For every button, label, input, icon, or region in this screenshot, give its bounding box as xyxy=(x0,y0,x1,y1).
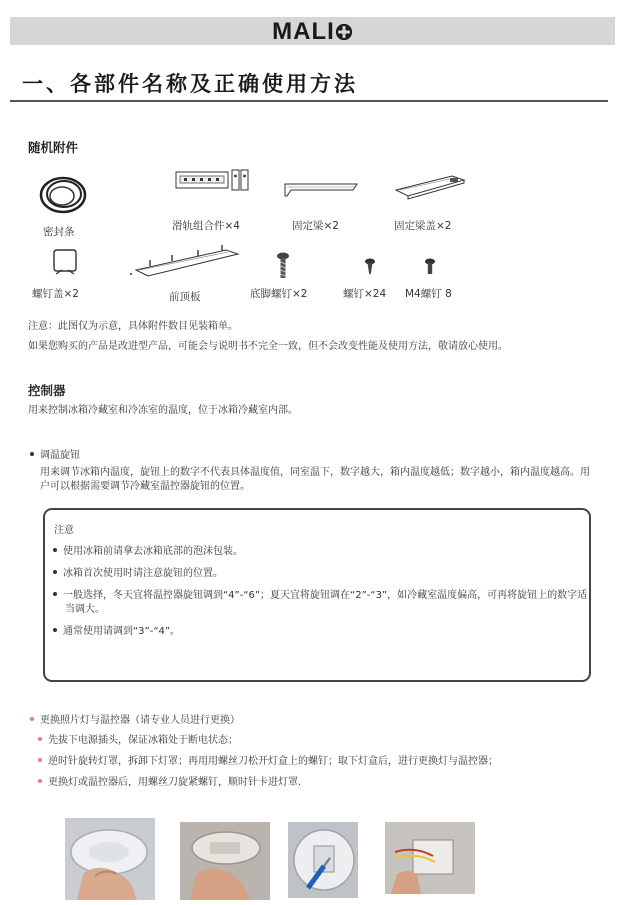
knob-description: 用来调节冰箱内温度，旋钮上的数字不代表具体温度值，同室温下，数字越大，箱内温度越低；数字越小，箱内温度越高。用户可以根据需要调节冷藏室温控器旋钮的位置。 xyxy=(40,467,590,492)
replace-step: 先拔下电源插头，保证冰箱处于断电状态； xyxy=(38,731,238,746)
caption-foot-screw: 底脚螺钉×2 xyxy=(250,288,308,300)
notice-item: 一般选择，冬天宜将温控器旋钮调到“4”-“6”；夏天宜将旋钮调在“2”-“3”，如冷藏室温度偏高，可再将旋钮上的数字适当调大。 xyxy=(53,589,595,617)
wired-lamp-box-photo xyxy=(385,822,475,894)
caption-slide-rail: 滑轨组合件×4 xyxy=(172,220,240,232)
caption-m4-screw: M4螺钉 8 xyxy=(405,288,452,300)
controller-title: 控制器 xyxy=(28,383,66,398)
caption-screw-cover: 螺钉盖×2 xyxy=(32,288,79,300)
pink-bullet-icon xyxy=(38,758,42,762)
caption-seal-strip: 密封条 xyxy=(43,226,75,238)
bullet-icon xyxy=(53,570,57,574)
notice-title: 注意 xyxy=(54,525,74,536)
accessories-note: 注意：此图仅为示意，具体附件数目见装箱单。 xyxy=(28,321,238,332)
screwdriver-lamp-box-photo xyxy=(288,822,358,898)
seal-strip-icon xyxy=(36,172,92,218)
caption-fixed-beam: 固定梁×2 xyxy=(292,220,339,232)
knob-heading xyxy=(30,446,80,461)
fixed-beam-icon xyxy=(283,180,359,198)
bullet-icon xyxy=(53,592,57,596)
bullet-icon xyxy=(53,628,57,632)
pink-bullet-icon xyxy=(38,737,42,741)
knob-title: 调温旋钮 xyxy=(40,450,80,461)
slide-rail-icon xyxy=(174,166,250,198)
section-title: 一、各部件名称及正确使用方法 xyxy=(22,72,358,96)
brand-text: MALI xyxy=(272,18,335,45)
replace-heading xyxy=(30,711,240,726)
hand-removing-cover-photo xyxy=(180,822,270,900)
caption-front-top-panel: 前顶板 xyxy=(169,291,201,303)
heading-divider xyxy=(10,100,608,102)
notice-box xyxy=(43,508,591,682)
replace-step: 更换灯或温控器后，用螺丝刀旋紧螺钉，顺时针卡进灯罩. xyxy=(38,773,301,788)
accessories-title: 随机附件 xyxy=(28,140,79,155)
pink-bullet-icon xyxy=(38,779,42,783)
m4-screw-icon xyxy=(424,258,436,276)
screw-icon xyxy=(364,258,376,276)
pink-bullet-icon xyxy=(30,717,34,721)
front-top-panel-icon xyxy=(128,242,242,280)
notice-item: 通常使用请调到“3”-“4”。 xyxy=(53,625,180,639)
hand-holding-lamp-cover-photo xyxy=(65,818,155,900)
foot-screw-icon xyxy=(276,252,290,280)
brand-bar xyxy=(10,17,615,45)
notice-item: 使用冰箱前请拿去冰箱底部的泡沫包装。 xyxy=(53,545,243,559)
improved-product-note: 如果您购买的产品是改进型产品，可能会与说明书不完全一致，但不会改变性能及使用方法，敬请放心使用。 xyxy=(28,341,508,352)
notice-item: 冰箱首次使用时请注意旋钮的位置。 xyxy=(53,567,223,581)
caption-screw: 螺钉×24 xyxy=(343,288,387,300)
brand-logo xyxy=(10,18,615,46)
replace-step: 逆时针旋转灯罩，拆卸下灯罩；再用用螺丝刀松开灯盒上的螺钉；取下灯盒后，进行更换灯与温控器； xyxy=(38,752,498,767)
beam-cover-icon xyxy=(392,172,468,200)
bullet-icon xyxy=(53,548,57,552)
bullet-icon xyxy=(30,452,34,456)
caption-beam-cover: 固定梁盖×2 xyxy=(394,220,452,232)
plus-circle-logo-icon xyxy=(335,23,353,41)
replace-title: 更换照片灯与温控器（请专业人员进行更换） xyxy=(40,715,240,726)
screw-cover-icon xyxy=(50,248,80,276)
controller-description: 用来控制冰箱冷藏室和冷冻室的温度，位于冰箱冷藏室内部。 xyxy=(28,405,298,416)
